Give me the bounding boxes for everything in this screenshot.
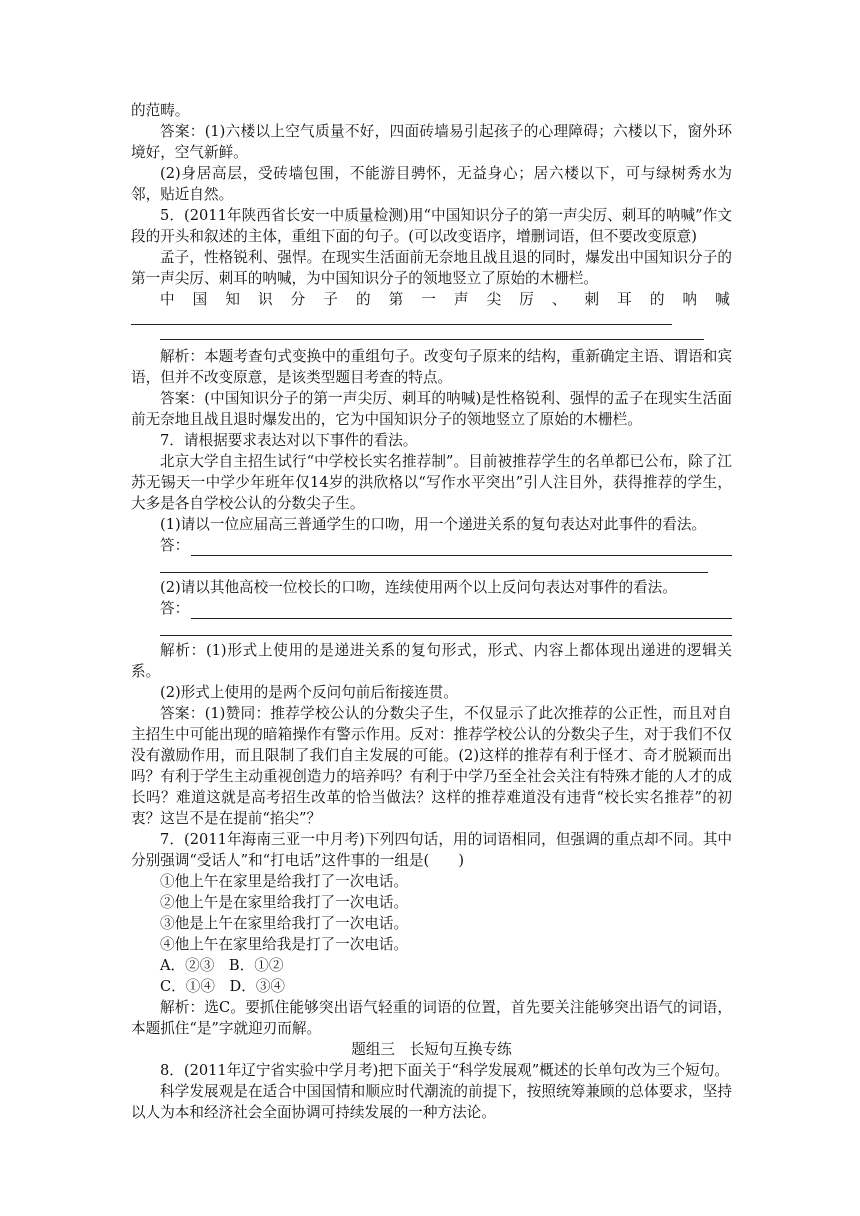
text-line: 的范畴。: [131, 102, 190, 119]
answer-paragraph: 答案：(1)六楼以上空气质量不好，四面砖墙易引起孩子的心理障碍；六楼以下，窗外环境好，空气新鲜。: [131, 123, 732, 161]
answer-line[interactable]: [131, 535, 732, 556]
question-7-part-1: (1)请以一位应届高三普通学生的口吻，用一个递进关系的复句表达对此事件的看法。: [160, 516, 707, 533]
option-3: ③他是上午在家里给我打了一次电话。: [160, 915, 409, 932]
answer-blank-line[interactable]: [131, 310, 672, 325]
answer-blank-line[interactable]: [160, 329, 704, 340]
option-4: ④他上午在家里给我是打了一次电话。: [160, 936, 409, 953]
option-1: ①他上午在家里是给我打了一次电话。: [160, 873, 409, 890]
analysis-paragraph: 解析：(1)形式上使用的是递进关系的复句形式，形式、内容上都体现出递进的逻辑关系。: [131, 642, 732, 680]
answer-label: 答：: [160, 537, 190, 554]
question-5: 5．(2011年陕西省长安一中质量检测)用“中国知识分子的第一声尖厉、刺耳的呐喊”作文段的开头和叙述的主体，重组下面的句子。(可以改变语序，增删词语，但不要改变原意): [131, 207, 732, 245]
question-8-text: 科学发展观是在适合中国国情和顺应时代潮流的前提下，按照统筹兼顾的总体要求，坚持以人为本和经济社会全面协调可持续发展的一种方法论。: [131, 1083, 732, 1121]
analysis-paragraph: 解析：选C。要抓住能够突出语气轻重的词语的位置，首先要关注能够突出语气的词语，本题抓住“是”字就迎刃而解。: [131, 999, 732, 1037]
answer-label: 答：: [160, 600, 190, 617]
section-heading: 题组三 长短句互换专练: [351, 1041, 512, 1058]
question-7-text: 北京大学自主招生试行“中学校长实名推荐制”。目前被推荐学生的名单都已公布，除了江苏无锡天一中学少年班年仅14岁的洪欣格以“写作水平突出”引人注目外，获得推荐的学生，大多是各自学校公认的分数尖子生。: [131, 453, 732, 512]
question-8: 8．(2011年辽宁省实验中学月考)把下面关于“科学发展观”概述的长单句改为三个短句。: [160, 1062, 729, 1079]
answer-blank-line[interactable]: [191, 602, 732, 619]
question-7: 7．请根据要求表达对以下事件的看法。: [160, 432, 418, 449]
answer-line[interactable]: [131, 598, 732, 619]
choices-ab: A．②③ B．①②: [160, 957, 284, 974]
question-7b: 7．(2011年海南三亚一中月考)下列四句话，用的词语相同，但强调的重点却不同。其中分别强调“受话人”和“打电话”这件事的一组是( ): [131, 831, 732, 869]
answer-blank-line[interactable]: [191, 539, 732, 556]
answer-paragraph: 答案：(1)赞同：推荐学校公认的分数尖子生，不仅显示了此次推荐的公正性，而且对自主招生中可能出现的暗箱操作有警示作用。反对：推荐学校公认的分数尖子生，对于我们不仅没有激励作用，而且限制了我们自主发展的可能。(2)这样的推荐有利于怪才、奇才脱颖而出吗？有利于学生主动重视创造力的培养吗？有利于中学乃至全社会关注有特殊才能的人才的成长吗？难道这就是高考招生改革的恰当做法？这样的推荐难道没有违背“校长实名推荐”的初衷？这岂不是在提前“掐尖”？: [131, 705, 732, 827]
choices-cd: C．①④ D．③④: [160, 978, 286, 995]
answer-paragraph: (2)身居高层，受砖墙包围，不能游目骋怀，无益身心；居六楼以下，可与绿树秀水为邻，贴近自然。: [131, 165, 732, 203]
option-2: ②他上午是在家里给我打了一次电话。: [160, 894, 409, 911]
answer-blank-line[interactable]: [160, 619, 732, 636]
answer-paragraph: 答案：(中国知识分子的第一声尖厉、刺耳的呐喊)是性格锐利、强悍的孟子在现实生活面前无奈地且战且退时爆发出的，它为中国知识分子的领地竖立了原始的木栅栏。: [131, 390, 732, 428]
answer-blank-line[interactable]: [160, 556, 708, 573]
analysis-paragraph: 解析：本题考查句式变换中的重组句子。改变句子原来的结构，重新确定主语、谓语和宾语，但并不改变原意，是该类型题目考查的特点。: [131, 348, 732, 386]
question-5-text: 孟子，性格锐利、强悍。在现实生活面前无奈地且战且退的同时，爆发出中国知识分子的第一声尖厉、刺耳的呐喊，为中国知识分子的领地竖立了原始的木栅栏。: [131, 249, 732, 287]
question-7-part-2: (2)请以其他高校一位校长的口吻，连续使用两个以上反问句表达对事件的看法。: [160, 579, 677, 596]
question-5-lead-line: 中 国 知 识 分 子 的 第 一 声 尖 厉 、 刺 耳 的 呐 喊: [160, 291, 730, 308]
analysis-paragraph: (2)形式上使用的是两个反问句前后衔接连贯。: [160, 684, 458, 701]
